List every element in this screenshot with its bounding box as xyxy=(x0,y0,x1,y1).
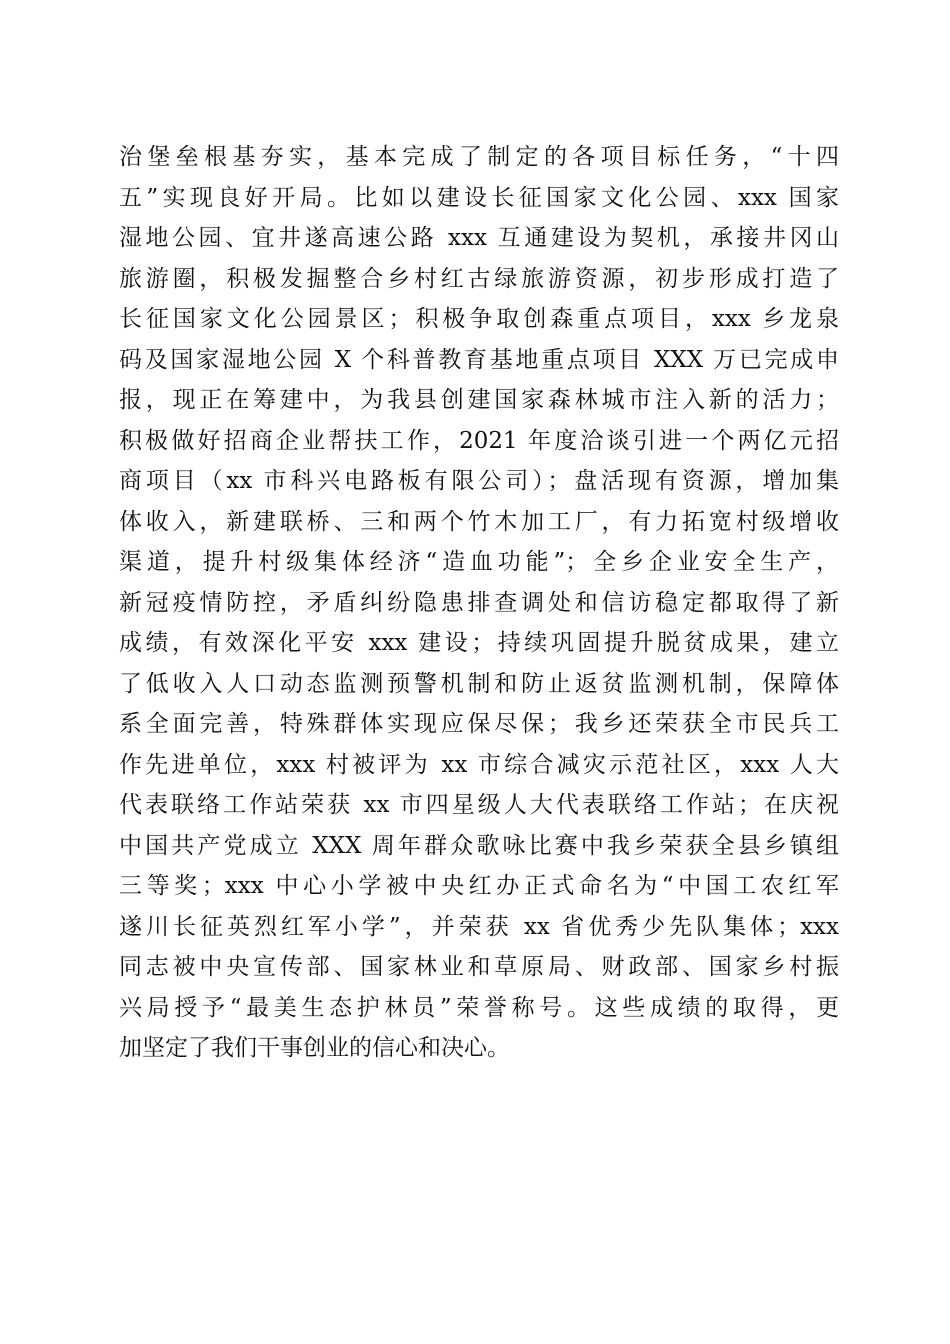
text-line: 长征国家文化公园景区；积极争取创森重点项目，xxx 乡龙泉 xyxy=(119,306,839,332)
text-line: 加坚定了我们干事创业的信心和决心。 xyxy=(119,1035,510,1061)
text-line: 五”实现良好开局。比如以建设长征国家文化公园、xxx 国家 xyxy=(119,184,839,211)
text-line: 积极做好招商企业帮扶工作，2021 年度洽谈引进一个两亿元招 xyxy=(119,427,839,454)
text-line: 旅游圈，积极发掘整合乡村红古绿旅游资源，初步形成打造了 xyxy=(119,265,839,292)
text-line: 商项目（xx 市科兴电路板有限公司）；盘活现有资源，增加集 xyxy=(119,468,839,494)
text-line: 遂川长征英烈红军小学”，并荣获 xx 省优秀少先队集体；xxx xyxy=(119,913,839,940)
text-line: 系全面完善，特殊群体实现应保尽保；我乡还荣获全市民兵工 xyxy=(119,711,839,737)
text-line: 码及国家湿地公园 X 个科普教育基地重点项目 XXX 万已完成申 xyxy=(119,346,839,373)
text-line: 治堡垒根基夯实，基本完成了制定的各项目标任务，“十四 xyxy=(119,144,839,170)
text-line: 了低收入人口动态监测预警机制和防止返贫监测机制，保障体 xyxy=(119,670,839,697)
text-line: 新冠疫情防控，矛盾纠纷隐患排查调处和信访稳定都取得了新 xyxy=(119,589,839,616)
body-paragraph xyxy=(119,137,839,1069)
text-line: 兴局授予“最美生态护林员”荣誉称号。这些成绩的取得，更 xyxy=(119,994,839,1021)
text-line: 报，现正在筹建中，为我县创建国家森林城市注入新的活力； xyxy=(119,387,839,413)
text-line: 体收入，新建联桥、三和两个竹木加工厂，有力拓宽村级增收 xyxy=(119,508,839,535)
text-line: 渠道，提升村级集体经济“造血功能”；全乡企业安全生产， xyxy=(119,549,839,575)
text-line: 三等奖；xxx 中心小学被中央红办正式命名为“中国工农红军 xyxy=(119,873,839,899)
text-line: 湿地公园、宜井遂高速公路 xxx 互通建设为契机，承接井冈山 xyxy=(119,225,839,251)
text-line: 中国共产党成立 XXX 周年群众歌咏比赛中我乡荣获全县乡镇组 xyxy=(119,832,839,859)
text-line: 作先进单位，xxx 村被评为 xx 市综合减灾示范社区，xxx 人大 xyxy=(119,751,839,778)
text-line: 代表联络工作站荣获 xx 市四星级人大代表联络工作站；在庆祝 xyxy=(119,792,839,818)
text-line: 成绩，有效深化平安 xxx 建设；持续巩固提升脱贫成果，建立 xyxy=(119,630,839,656)
text-line: 同志被中央宣传部、国家林业和草原局、财政部、国家乡村振 xyxy=(119,954,839,980)
